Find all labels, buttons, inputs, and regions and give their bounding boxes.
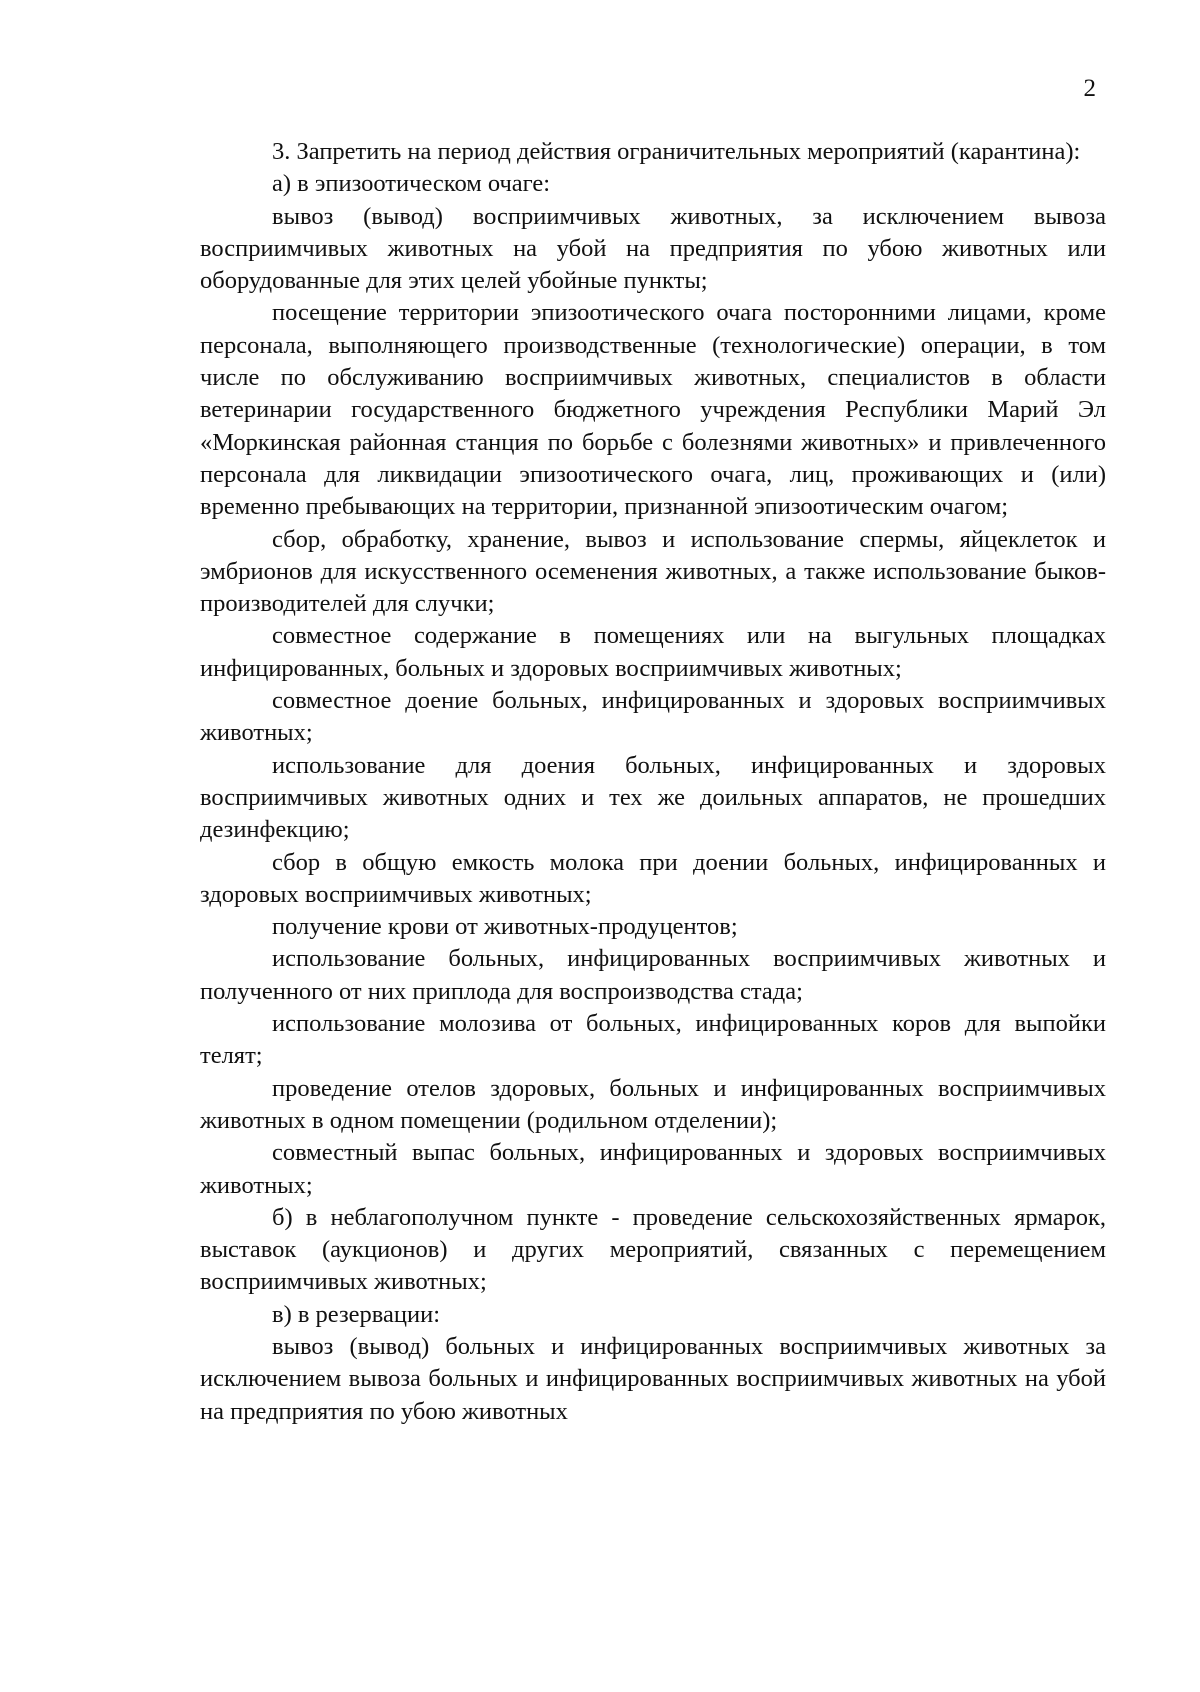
paragraph: вывоз (вывод) восприимчивых животных, за исключением вывоза восприимчивых животных на убой на предприятия по убою животных или оборудованные для этих целей убойные пункты; [200, 202, 1106, 295]
paragraph: посещение территории эпизоотического очага посторонними лицами, кроме персонала, выполняющего производственные (технологические) операции, в том числе по обслуживанию восприимчивых животных, специалистов в области ветеринарии государственного бюджетного учреждения Республики Марий Эл «Моркинская районная станция по борьбе с болезнями животных» и привлеченного персонала для ликвидации эпизоотического очага, лиц, проживающих и (или) временно пребывающих на территории, признанной эпизоотическим очагом; [200, 299, 1106, 521]
paragraph: совместное содержание в помещениях или на выгульных площадках инфицированных, больных и здоровых восприимчивых животных; [200, 622, 1106, 682]
subitem-b-paragraph: б) в неблагополучном пункте - проведение сельскохозяйственных ярмарок, выставок (аукционов) и других мероприятий, связанных с перемещением восприимчивых животных; [200, 1203, 1106, 1296]
paragraph: использование больных, инфицированных восприимчивых животных и полученного от них приплода для воспроизводства стада; [200, 945, 1106, 1005]
subitem-v-heading: в) в резервации: [272, 1300, 441, 1328]
paragraph: совместное доение больных, инфицированных и здоровых восприимчивых животных; [200, 687, 1106, 747]
paragraph: использование для доения больных, инфицированных и здоровых восприимчивых животных одних и тех же доильных аппаратов, не прошедших дезинфекцию; [200, 751, 1106, 844]
paragraph-item-3-heading: 3. Запретить на период действия ограничительных мероприятий (карантина): [272, 138, 1081, 165]
subitem-a-heading: а) в эпизоотическом очаге: [272, 170, 551, 198]
paragraph: сбор, обработку, хранение, вывоз и использование спермы, яйцеклеток и эмбрионов для искусственного осеменения животных, а также использование быков-производителей для случки; [200, 525, 1106, 618]
paragraph: проведение отелов здоровых, больных и инфицированных восприимчивых животных в одном помещении (родильном отделении); [200, 1074, 1106, 1134]
paragraph: использование молозива от больных, инфицированных коров для выпойки телят; [200, 1010, 1106, 1070]
paragraph: совместный выпас больных, инфицированных и здоровых восприимчивых животных; [200, 1139, 1106, 1199]
paragraph: вывоз (вывод) больных и инфицированных восприимчивых животных за исключением вывоза больных и инфицированных восприимчивых животных на убой на предприятия по убою животных [200, 1332, 1106, 1425]
page-number: 2 [1083, 75, 1096, 102]
paragraph: сбор в общую емкость молока при доении больных, инфицированных и здоровых восприимчивых животных; [200, 848, 1106, 908]
document-body [200, 136, 1106, 1428]
paragraph: получение крови от животных-продуцентов; [272, 913, 738, 941]
